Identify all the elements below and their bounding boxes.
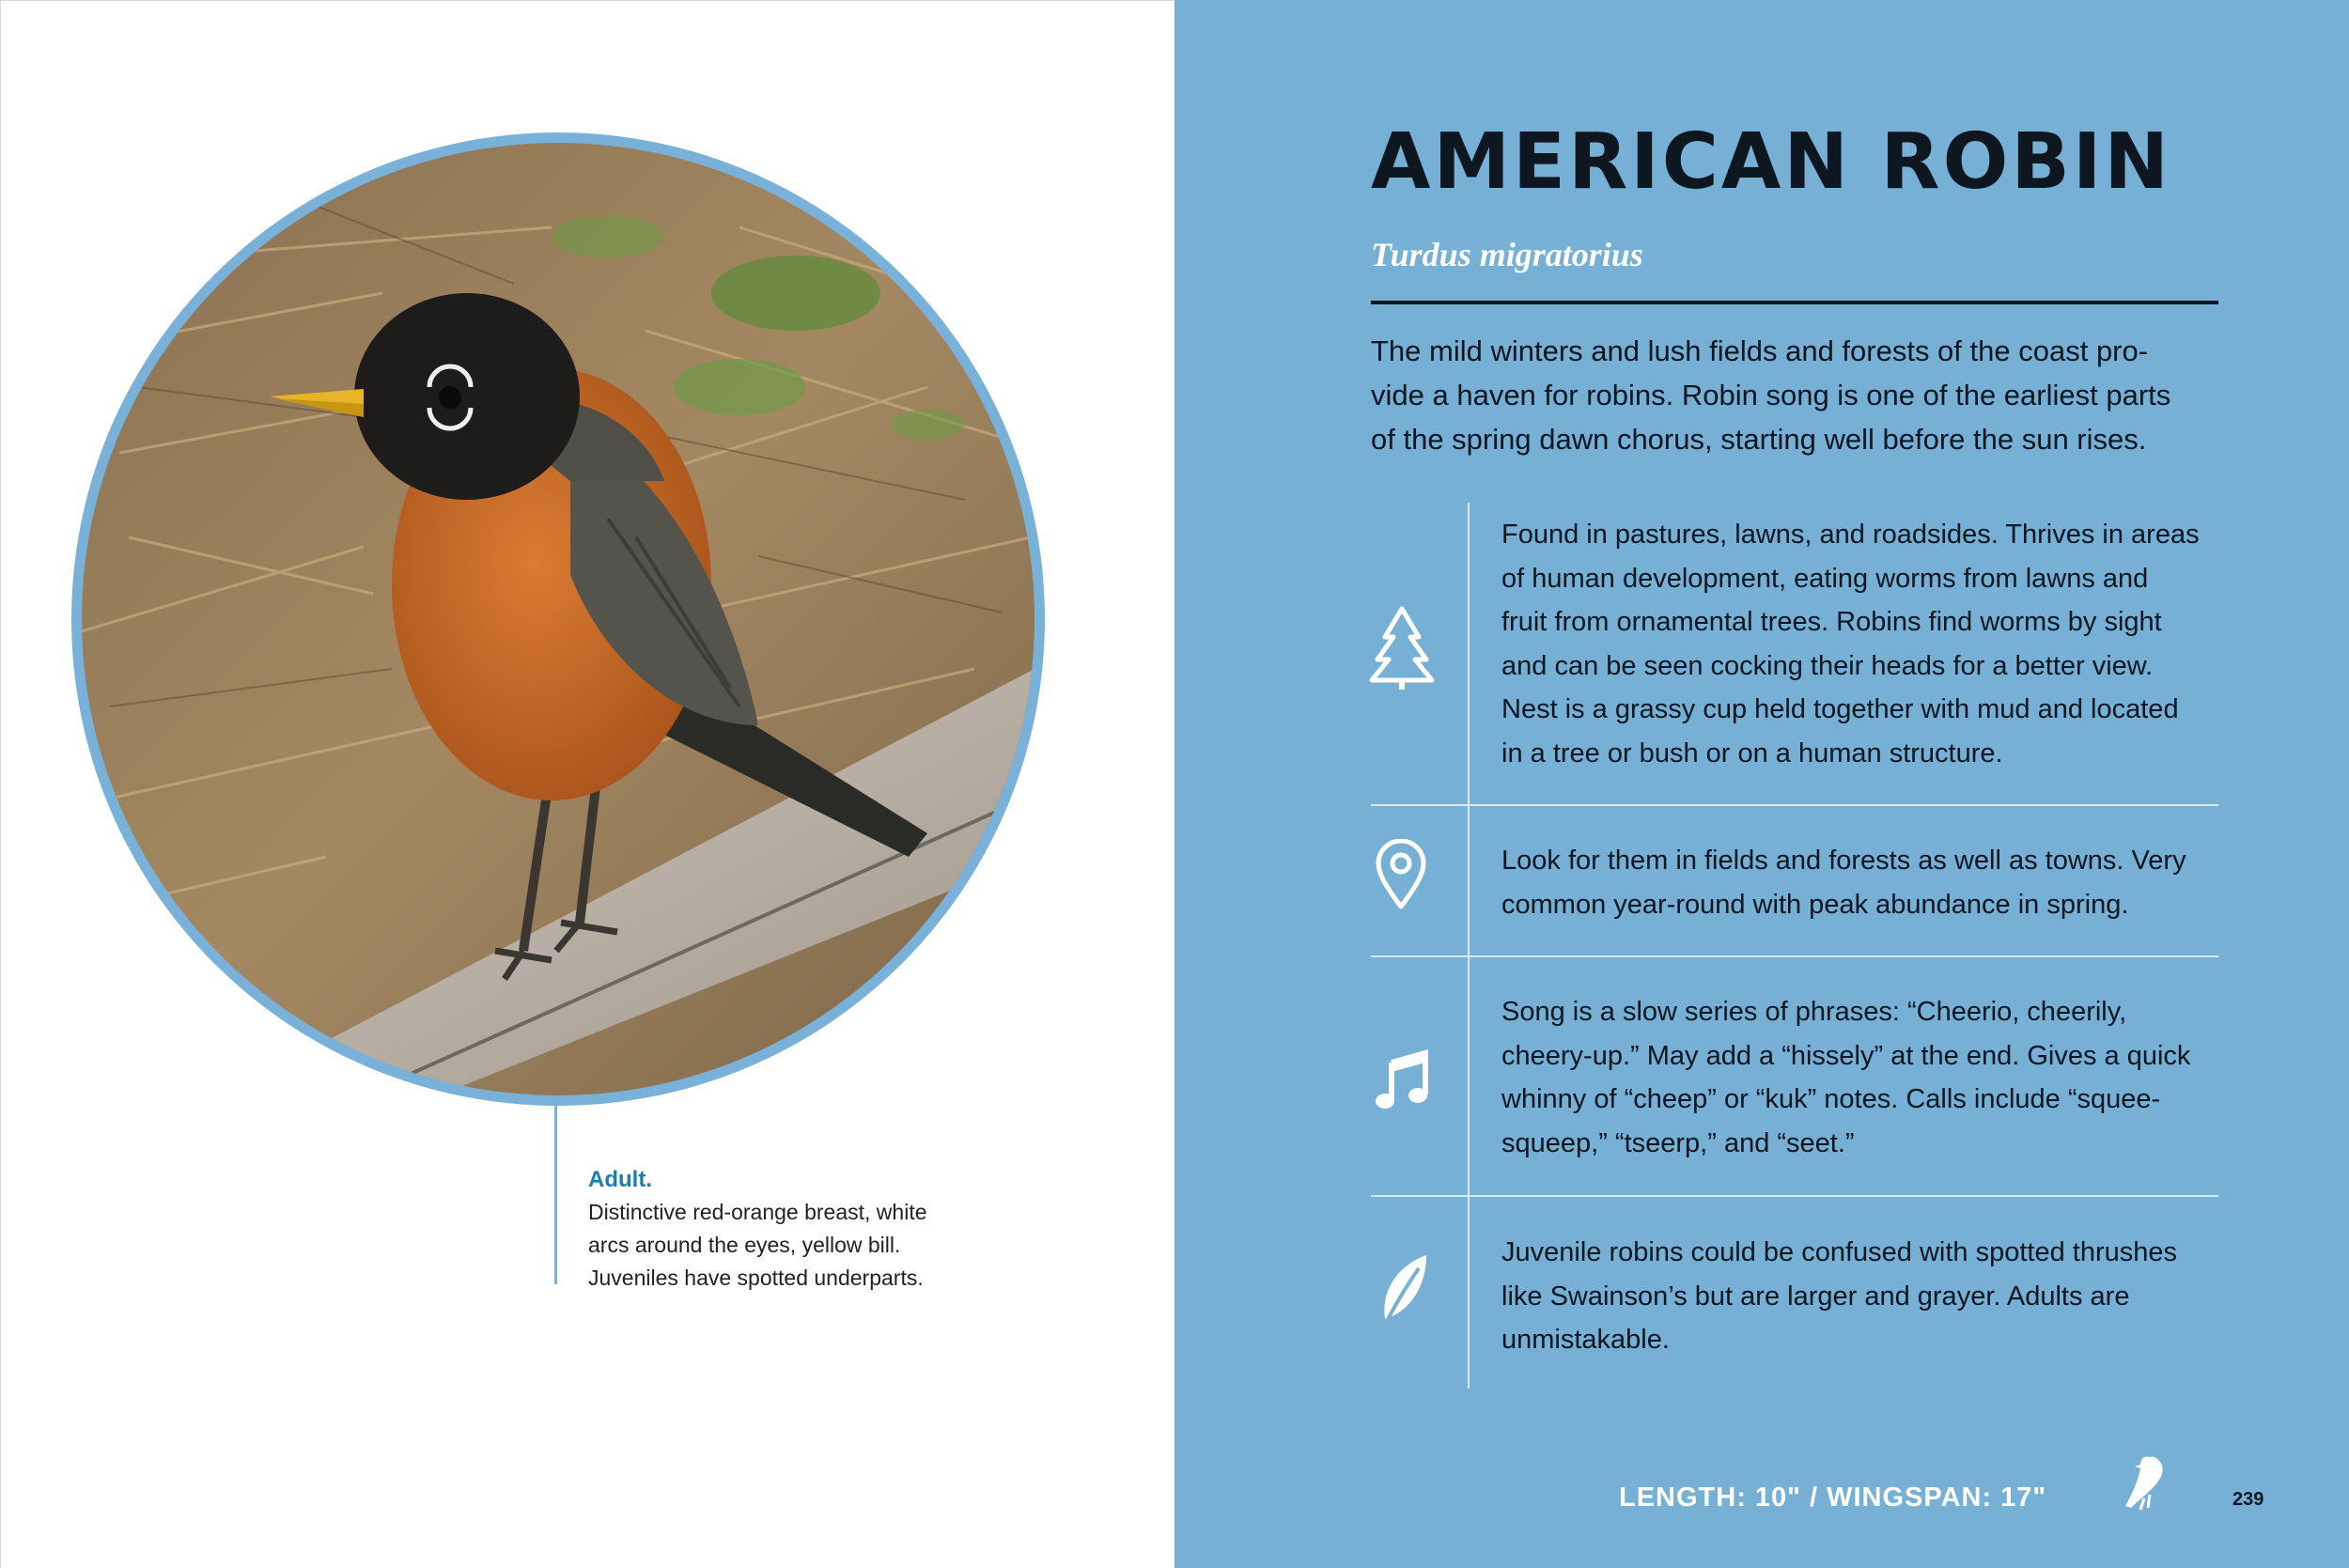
song-line: Song is a slow series of phrases: “Cheerio, cheerily, [1501,997,2127,1027]
intro-line: The mild winters and lush fields and forests of the coast pro- [1371,334,2149,367]
music-note-icon [1375,1049,1429,1111]
robin-photo [82,143,1034,1095]
caption-line-3: Juveniles have spotted underparts. [588,1265,924,1290]
intro-paragraph [1371,329,2235,461]
section-divider [1371,955,2218,957]
intro-line: of the spring dawn chorus, starting well before the sun rises. [1371,423,2147,456]
tree-icon [1368,605,1436,690]
song-text [1501,990,2244,1165]
section-vertical-divider [1468,503,1470,1389]
section-divider [1371,1195,2218,1197]
perching-bird-icon [2122,1452,2170,1512]
habitat-text [1501,513,2244,775]
habitat-line: Found in pastures, lawns, and roadsides. Thrives in areas [1501,520,2200,550]
robin-illustration [82,143,1034,1095]
title-divider [1371,301,2218,304]
intro-line: vide a haven for robins. Robin song is one of the earliest parts [1371,379,2171,411]
photo-caption [588,1163,1020,1295]
page-number: 239 [2232,1489,2264,1510]
similar-species-text [1501,1231,2244,1362]
habitat-line: Nest is a grassy cup held together with mud and located [1501,694,2179,724]
habitat-line: fruit from ornamental trees. Robins find worms by sight [1501,607,2162,637]
habitat-line: and can be seen cocking their heads for a better view. [1501,650,2154,681]
similar-line: Juvenile robins could be confused with spotted thrushes [1501,1237,2177,1267]
habitat-line: in a tree or bush or on a human structure. [1501,737,2003,768]
location-pin-icon [1375,839,1427,910]
song-line: cheery-up.” May add a “hissely” at the end. Gives a quick [1501,1040,2191,1071]
location-text [1501,839,2244,926]
leaf-icon [1377,1253,1430,1334]
similar-line: like Swainson’s but are larger and grayer. Adults are [1501,1281,2130,1312]
song-line: squeep,” “tseerp,” and “seet.” [1501,1127,1855,1158]
caption-title: Adult. [588,1167,652,1192]
location-line: Look for them in fields and forests as well as towns. Very [1501,846,2186,876]
caption-line-2: arcs around the eyes, yellow bill. [588,1233,901,1257]
caption-line-1: Distinctive red-orange breast, white [588,1200,927,1224]
latin-name: Turdus migratorius [1371,236,1643,273]
caption-leader-line [554,1106,557,1284]
size-measurements: LENGTH: 10" / WINGSPAN: 17" [1619,1483,2047,1513]
location-line: common year-round with peak abundance in spring. [1501,889,2129,920]
left-page [0,0,1174,1568]
song-line: whinny of “cheep” or “kuk” notes. Calls include “squee- [1501,1084,2161,1114]
section-divider [1371,804,2218,806]
habitat-line: of human development, eating worms from lawns and [1501,563,2149,594]
similar-line: unmistakable. [1501,1325,1670,1355]
species-title: AMERICAN ROBIN [1371,117,2172,207]
